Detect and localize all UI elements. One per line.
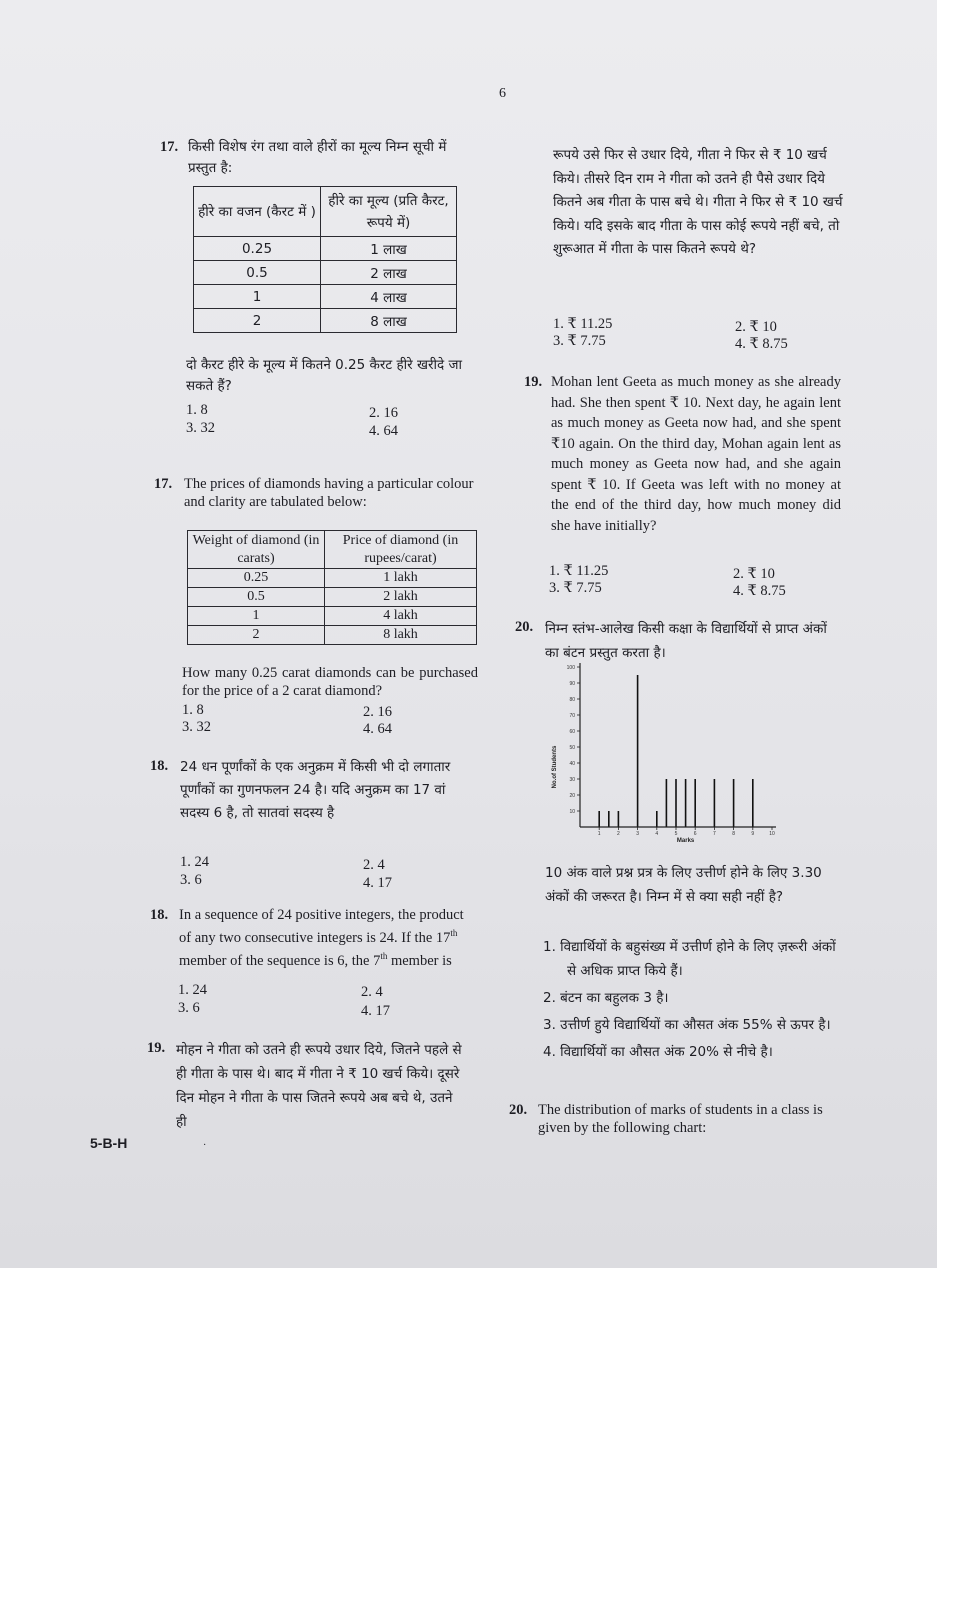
option-2: 2. 4 <box>361 984 383 1000</box>
stem-part: member of the sequence is 6, the 7 <box>179 952 381 969</box>
page-mark: · <box>203 1140 207 1151</box>
marks-distribution-chart <box>548 660 788 850</box>
bar <box>618 811 620 827</box>
x-tick-label: 9 <box>751 831 755 837</box>
y-tick-label: 10 <box>569 809 575 815</box>
x-tick-label: 1 <box>597 831 601 837</box>
question-text: दो कैरट हीरे के मूल्य में कितने 0.25 कैरट हीरे खरीदे जा सकते हैं? <box>186 357 462 394</box>
answer-options <box>543 935 841 1064</box>
option-3: 3. 32 <box>182 719 211 735</box>
table-header: Price of diamond (in rupees/carat) <box>325 531 477 569</box>
option-3: 3. 32 <box>186 420 215 436</box>
y-tick-label: 30 <box>569 777 575 783</box>
option-2: 2. 16 <box>363 704 392 720</box>
bar <box>675 779 677 827</box>
superscript: th <box>450 928 458 938</box>
question-number: 20. <box>509 1102 528 1118</box>
question-stem: किसी विशेष रंग तथा वाले हीरों का मूल्य निम्न सूची में प्रस्तुत है: <box>188 139 447 176</box>
question-stem <box>179 906 469 970</box>
option-4: 4. ₹ 8.75 <box>735 336 788 352</box>
option-1: 1. 8 <box>186 402 208 418</box>
bar <box>694 779 696 827</box>
x-tick-label: 4 <box>655 831 659 837</box>
y-tick-label: 80 <box>569 697 575 703</box>
table-cell: 0.25 <box>188 569 325 588</box>
table-cell: 2 <box>188 626 325 645</box>
question-stem: निम्न स्तंभ-आलेख किसी कक्षा के विद्यार्थियों से प्राप्त अंकों का बंटन प्रस्तुत करता है। <box>545 621 827 661</box>
y-tick-label: 60 <box>569 729 575 735</box>
y-tick-label: 50 <box>569 745 575 751</box>
table-header: Weight of diamond (in carats) <box>188 531 325 569</box>
option-2: 2. 16 <box>369 405 398 421</box>
x-tick-label: 3 <box>636 831 639 837</box>
table-cell: 8 लाख <box>321 309 457 333</box>
option-2: 2. ₹ 10 <box>733 566 775 582</box>
y-tick-label: 100 <box>566 665 575 671</box>
bar <box>656 811 658 827</box>
option-1: 1. 24 <box>178 982 207 998</box>
question-stem: The distribution of marks of students in a class is given by the following chart: <box>538 1102 823 1136</box>
page-number: 6 <box>499 86 506 101</box>
y-tick-label: 70 <box>569 713 575 719</box>
question-stem: The prices of diamonds having a particular colour and clarity are tabulated below: <box>184 476 474 510</box>
option-1: 1. 24 <box>180 854 209 870</box>
option-4: 4. विद्यार्थियों का औसत अंक 20% से नीचे है। <box>543 1044 773 1060</box>
option-4: 4. 17 <box>363 875 392 891</box>
y-axis-label: No.of Students <box>552 745 558 789</box>
option-3: 3. उत्तीर्ण हुये विद्यार्थियों का औसत अंक 55% से ऊपर है। <box>543 1017 831 1033</box>
x-tick-label: 2 <box>617 831 620 837</box>
diamond-price-table-english <box>187 530 477 645</box>
question-stem-part-1: मोहन ने गीता को उतने ही रूपये उधार दिये, जितने पहले से ही गीता के पास थे। बाद में गीता ने ₹ 10 खर्च किये। दूसरे दिन मोहन ने गीता के पास जितने रूपये अब बचे थे, उतने ही <box>176 1042 462 1130</box>
table-cell: 2 lakh <box>325 588 477 607</box>
option-1: 1. ₹ 11.25 <box>549 563 609 579</box>
bar <box>637 675 639 827</box>
table-header: हीरे का वजन (कैरट में ) <box>194 187 321 237</box>
option-3: 3. ₹ 7.75 <box>553 333 606 349</box>
table-cell: 0.5 <box>194 261 321 285</box>
x-tick-label: 8 <box>732 831 735 837</box>
bar <box>608 811 610 827</box>
diamond-price-table-hindi <box>193 186 457 333</box>
bar <box>685 779 687 827</box>
option-3: 3. ₹ 7.75 <box>549 580 602 596</box>
option-2: 2. 4 <box>363 857 385 873</box>
table-cell: 8 lakh <box>325 626 477 645</box>
question-text: How many 0.25 carat diamonds can be purchased for the price of a 2 carat diamond? <box>182 665 478 699</box>
table-cell: 2 <box>194 309 321 333</box>
option-4: 4. 17 <box>361 1003 390 1019</box>
question-stem-part-2: रूपये उसे फिर से उधार दिये, गीता ने फिर से ₹ 10 खर्च किये। तीसरे दिन राम ने गीता को उतने ही पैसे उधार दिये कितने अब गीता के पास बचे थे। गीता ने फिर से ₹ 10 खर्च किये। यदि इसके बाद गीता के पास कोई रूपये नहीं बचे, तो शुरूआत में गीता के पास कितने रूपये थे? <box>553 147 843 257</box>
y-tick-label: 20 <box>569 793 575 799</box>
option-3: 3. 6 <box>180 872 202 888</box>
option-3: 3. 6 <box>178 1000 200 1016</box>
question-number: 18. <box>150 758 169 774</box>
table-cell: 4 लाख <box>321 285 457 309</box>
option-2: 2. ₹ 10 <box>735 319 777 335</box>
table-cell: 0.5 <box>188 588 325 607</box>
footer-code: 5-B-H <box>90 1135 128 1151</box>
x-tick-label: 6 <box>693 831 697 837</box>
question-number: 17. <box>154 476 173 492</box>
question-number: 17. <box>160 139 179 155</box>
bar <box>733 779 735 827</box>
x-tick-label: 10 <box>769 831 775 837</box>
bar <box>666 779 668 827</box>
option-1: 1. 8 <box>182 702 204 718</box>
x-axis-label: Marks <box>676 838 695 844</box>
bar <box>598 811 600 827</box>
stem-part: member is <box>387 952 452 969</box>
table-cell: 2 लाख <box>321 261 457 285</box>
x-tick-label: 7 <box>713 831 716 837</box>
table-header: हीरे का मूल्य (प्रति कैरट, रूपये में) <box>321 187 457 237</box>
table-cell: 1 <box>194 285 321 309</box>
option-1: 1. विद्यार्थियों के बहुसंख्य में उत्तीर्ण होने के लिए ज़रूरी अंकों से अधिक प्राप्त किये हैं। <box>543 939 836 979</box>
option-4: 4. 64 <box>369 423 398 439</box>
question-number: 18. <box>150 907 169 923</box>
stem-part: In a sequence of 24 positive integers, the product of any two consecutive integers is 24. If the 17 <box>179 907 464 946</box>
question-number: 20. <box>515 619 534 635</box>
option-4: 4. 64 <box>363 721 392 737</box>
table-cell: 1 <box>188 607 325 626</box>
superscript: th <box>380 950 388 961</box>
question-number: 19. <box>524 374 543 390</box>
option-1: 1. ₹ 11.25 <box>553 316 613 332</box>
y-tick-label: 90 <box>569 681 575 687</box>
option-2: 2. बंटन का बहुलक 3 है। <box>543 990 669 1006</box>
bar <box>752 779 754 827</box>
x-tick-label: 5 <box>674 831 678 837</box>
option-4: 4. ₹ 8.75 <box>733 583 786 599</box>
question-text: 10 अंक वाले प्रश्न प्रत्र के लिए उत्तीर्ण होने के लिए 3.30 अंकों की जरूरत है। निम्न में से क्या सही नहीं है? <box>545 865 822 905</box>
question-number: 19. <box>147 1040 166 1056</box>
y-tick-label: 40 <box>569 761 575 767</box>
bar <box>714 779 716 827</box>
table-cell: 1 लाख <box>321 237 457 261</box>
question-stem: Mohan lent Geeta as much money as she already had. She then spent ₹ 10. Next day, he again lent as much money as Geeta now had, and she spent ₹10 again. On the third day, Mohan again lent as much money as Geeta now had, and she again spent ₹ 10. If Geeta was left with no money at the end of the third day, how much money did she have initially? <box>551 374 841 534</box>
table-cell: 1 lakh <box>325 569 477 588</box>
table-cell: 4 lakh <box>325 607 477 626</box>
question-stem: 24 धन पूर्णांकों के एक अनुक्रम में किसी भी दो लगातार पूर्णांकों का गुणनफलन 24 है। यदि अनुक्रम का 17 वां सदस्य 6 है, तो सातवां सदस्य है <box>180 759 451 821</box>
table-cell: 0.25 <box>194 237 321 261</box>
